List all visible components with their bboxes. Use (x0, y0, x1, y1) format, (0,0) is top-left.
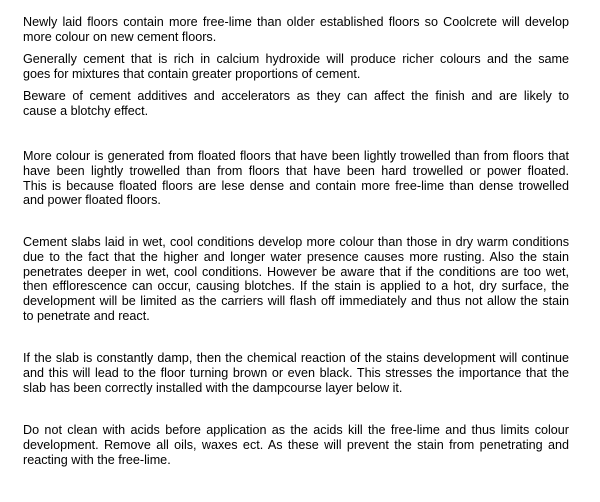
text-line: If the slab is constantly damp, then the chemical reaction of the stains development will continue (23, 351, 569, 365)
text-line: to penetrate and react. (23, 308, 150, 323)
text-line: penetrates deeper in wet, cool conditions. However be aware that if the conditions are too wet, (23, 264, 569, 279)
text-line: slab has been correctly installed with the dampcourse layer below it. (23, 380, 403, 395)
text-line: and this will lead to the floor turning brown or even black. This stresses the importance that the (23, 365, 569, 380)
text-line: Beware of cement additives and accelerators as they can affect the finish and are likely to (23, 89, 569, 103)
text-line: Cement slabs laid in wet, cool conditions develop more colour than those in dry warm conditions (23, 235, 569, 249)
paragraph-free-lime-new-floors (23, 15, 569, 45)
text-line: then efflorescence can occur, causing blotches. If the stain is applied to a hot, dry surface, the (23, 279, 569, 294)
text-line: Do not clean with acids before application as the acids kill the free-lime and thus limits colour (23, 423, 569, 437)
text-line: and power floated floors. (23, 193, 161, 208)
paragraph-damp-slab (23, 351, 569, 395)
text-line: development. Remove all oils, waxes ect. As these will prevent the stain from penetrating and (23, 437, 569, 452)
paragraph-cement-additives (23, 89, 569, 119)
text-line: have been lightly trowelled than from floors that have been hard trowelled or power floated. (23, 163, 569, 178)
text-line: Newly laid floors contain more free-lime than older established floors so Coolcrete will develop (23, 15, 569, 29)
text-line: development will be limited as the carriers will flash off immediately and thus not allow the stain (23, 294, 569, 309)
paragraph-wet-cool-conditions (23, 235, 569, 324)
text-line: More colour is generated from floated floors that have been lightly trowelled than from floors that (23, 149, 569, 163)
paragraph-acid-cleaning (23, 423, 569, 467)
text-line: more colour on new cement floors. (23, 29, 217, 44)
text-line: cause a blotchy effect. (23, 103, 149, 118)
text-line: This is because floated floors are lese dense and contain more free-lime than dense trowelled (23, 178, 569, 193)
paragraph-floated-floors (23, 149, 569, 208)
paragraph-calcium-hydroxide (23, 52, 569, 82)
text-line: reacting with the free-lime. (23, 452, 171, 467)
text-line: Generally cement that is rich in calcium hydroxide will produce richer colours and the same (23, 52, 569, 66)
text-line: due to the fact that the higher and longer water presence causes more rusting. Also the stain (23, 249, 569, 264)
text-line: goes for mixtures that contain greater proportions of cement. (23, 66, 361, 81)
